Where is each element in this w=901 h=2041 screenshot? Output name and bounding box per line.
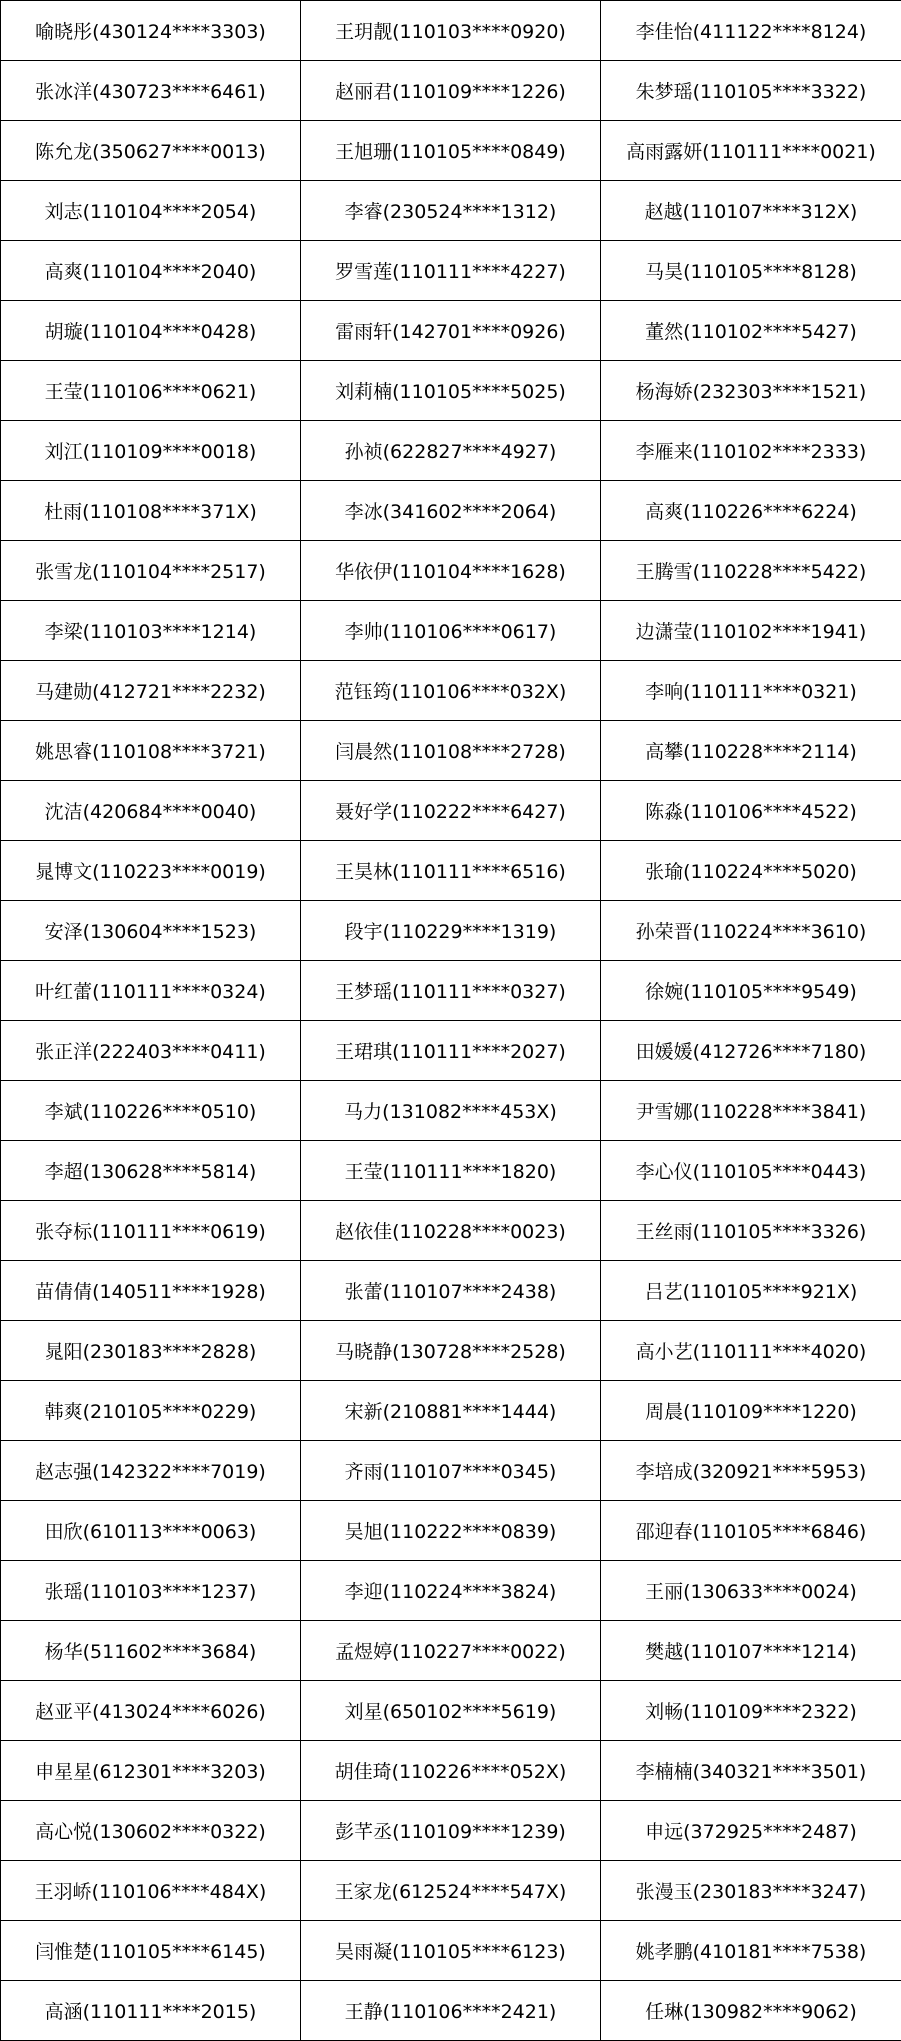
table-cell: 马力(131082****453X) — [301, 1081, 601, 1141]
table-cell: 邵迎春(110105****6846) — [601, 1501, 901, 1561]
table-cell: 边潇莹(110102****1941) — [601, 601, 901, 661]
table-cell: 段宇(110229****1319) — [301, 901, 601, 961]
table-cell: 田媛媛(412726****7180) — [601, 1021, 901, 1081]
table-cell: 张冰洋(430723****6461) — [1, 61, 301, 121]
table-cell: 申星星(612301****3203) — [1, 1741, 301, 1801]
table-row — [1, 601, 901, 661]
table-row — [1, 1681, 901, 1741]
table-cell: 姚思睿(110108****3721) — [1, 721, 301, 781]
table-row — [1, 661, 901, 721]
table-cell: 孙祯(622827****4927) — [301, 421, 601, 481]
table-row — [1, 721, 901, 781]
table-row — [1, 1201, 901, 1261]
table-cell: 晁博文(110223****0019) — [1, 841, 301, 901]
table-cell: 李超(130628****5814) — [1, 1141, 301, 1201]
table-row — [1, 781, 901, 841]
table-cell: 王静(110106****2421) — [301, 1981, 601, 2041]
table-cell: 王腾雪(110228****5422) — [601, 541, 901, 601]
table-cell: 范钰筠(110106****032X) — [301, 661, 601, 721]
table-cell: 王旭珊(110105****0849) — [301, 121, 601, 181]
table-cell: 吕艺(110105****921X) — [601, 1261, 901, 1321]
table-cell: 沈洁(420684****0040) — [1, 781, 301, 841]
table-cell: 李雁来(110102****2333) — [601, 421, 901, 481]
table-cell: 晁阳(230183****2828) — [1, 1321, 301, 1381]
table-cell: 王玥靓(110103****0920) — [301, 1, 601, 61]
table-cell: 刘星(650102****5619) — [301, 1681, 601, 1741]
table-cell: 李培成(320921****5953) — [601, 1441, 901, 1501]
table-cell: 李冰(341602****2064) — [301, 481, 601, 541]
table-row — [1, 61, 901, 121]
table-cell: 赵越(110107****312X) — [601, 181, 901, 241]
table-cell: 高雨露妍(110111****0021) — [601, 121, 901, 181]
table-cell: 李睿(230524****1312) — [301, 181, 601, 241]
table-cell: 田欣(610113****0063) — [1, 1501, 301, 1561]
table-cell: 高小艺(110111****4020) — [601, 1321, 901, 1381]
table-cell: 徐婉(110105****9549) — [601, 961, 901, 1021]
table-cell: 张正洋(222403****0411) — [1, 1021, 301, 1081]
table-cell: 赵依佳(110228****0023) — [301, 1201, 601, 1261]
table-row — [1, 1441, 901, 1501]
table-row — [1, 1, 901, 61]
table-cell: 马建勋(412721****2232) — [1, 661, 301, 721]
table-cell: 董然(110102****5427) — [601, 301, 901, 361]
table-cell: 张瑶(110103****1237) — [1, 1561, 301, 1621]
table-cell: 朱梦瑶(110105****3322) — [601, 61, 901, 121]
table-cell: 李楠楠(340321****3501) — [601, 1741, 901, 1801]
table-cell: 王珺琪(110111****2027) — [301, 1021, 601, 1081]
table-cell: 韩爽(210105****0229) — [1, 1381, 301, 1441]
table-cell: 姚孝鹏(410181****7538) — [601, 1921, 901, 1981]
table-row — [1, 181, 901, 241]
table-cell: 王丽(130633****0024) — [601, 1561, 901, 1621]
table-cell: 王梦瑶(110111****0327) — [301, 961, 601, 1021]
table-row — [1, 481, 901, 541]
table-cell: 宋新(210881****1444) — [301, 1381, 601, 1441]
table-cell: 任琳(130982****9062) — [601, 1981, 901, 2041]
table-cell: 李响(110111****0321) — [601, 661, 901, 721]
table-cell: 杨海娇(232303****1521) — [601, 361, 901, 421]
table-cell: 胡佳琦(110226****052X) — [301, 1741, 601, 1801]
table-cell: 樊越(110107****1214) — [601, 1621, 901, 1681]
table-cell: 吴旭(110222****0839) — [301, 1501, 601, 1561]
table-row — [1, 1141, 901, 1201]
table-cell: 申远(372925****2487) — [601, 1801, 901, 1861]
table-cell: 叶红蕾(110111****0324) — [1, 961, 301, 1021]
table-cell: 王莹(110111****1820) — [301, 1141, 601, 1201]
table-row — [1, 1561, 901, 1621]
table-row — [1, 901, 901, 961]
table-cell: 赵丽君(110109****1226) — [301, 61, 601, 121]
table-row — [1, 1081, 901, 1141]
table-cell: 李迎(110224****3824) — [301, 1561, 601, 1621]
table-cell: 聂好学(110222****6427) — [301, 781, 601, 841]
table-row — [1, 961, 901, 1021]
table-row — [1, 541, 901, 601]
table-cell: 高心悦(130602****0322) — [1, 1801, 301, 1861]
table-cell: 刘莉楠(110105****5025) — [301, 361, 601, 421]
table-cell: 李心仪(110105****0443) — [601, 1141, 901, 1201]
table-cell: 李梁(110103****1214) — [1, 601, 301, 661]
table-cell: 高爽(110104****2040) — [1, 241, 301, 301]
table-cell: 张夺标(110111****0619) — [1, 1201, 301, 1261]
table-cell: 王羽峤(110106****484X) — [1, 1861, 301, 1921]
table-row — [1, 1021, 901, 1081]
table-cell: 李帅(110106****0617) — [301, 601, 601, 661]
table-cell: 李佳怡(411122****8124) — [601, 1, 901, 61]
table-cell: 华依伊(110104****1628) — [301, 541, 601, 601]
table-row — [1, 241, 901, 301]
table-row — [1, 1621, 901, 1681]
table-cell: 高爽(110226****6224) — [601, 481, 901, 541]
table-cell: 彭芊丞(110109****1239) — [301, 1801, 601, 1861]
table-cell: 胡璇(110104****0428) — [1, 301, 301, 361]
table-row — [1, 1381, 901, 1441]
table-cell: 张雪龙(110104****2517) — [1, 541, 301, 601]
table-cell: 王莹(110106****0621) — [1, 361, 301, 421]
table-row — [1, 1981, 901, 2041]
table-cell: 吴雨凝(110105****6123) — [301, 1921, 601, 1981]
table-cell: 杜雨(110108****371X) — [1, 481, 301, 541]
table-row — [1, 1501, 901, 1561]
table-cell: 杨华(511602****3684) — [1, 1621, 301, 1681]
table-cell: 王昊林(110111****6516) — [301, 841, 601, 901]
table-row — [1, 1261, 901, 1321]
table-cell: 齐雨(110107****0345) — [301, 1441, 601, 1501]
table-row — [1, 841, 901, 901]
table-cell: 刘江(110109****0018) — [1, 421, 301, 481]
table-cell: 刘志(110104****2054) — [1, 181, 301, 241]
table-cell: 孟煜婷(110227****0022) — [301, 1621, 601, 1681]
table-row — [1, 301, 901, 361]
table-row — [1, 1741, 901, 1801]
table-row — [1, 421, 901, 481]
table-cell: 赵志强(142322****7019) — [1, 1441, 301, 1501]
table-row — [1, 361, 901, 421]
table-cell: 陈淼(110106****4522) — [601, 781, 901, 841]
table-cell: 马昊(110105****8128) — [601, 241, 901, 301]
table-cell: 马晓静(130728****2528) — [301, 1321, 601, 1381]
table-cell: 高攀(110228****2114) — [601, 721, 901, 781]
table-cell: 李斌(110226****0510) — [1, 1081, 301, 1141]
table-cell: 陈允龙(350627****0013) — [1, 121, 301, 181]
table-cell: 雷雨轩(142701****0926) — [301, 301, 601, 361]
table-cell: 闫晨然(110108****2728) — [301, 721, 601, 781]
table-cell: 张漫玉(230183****3247) — [601, 1861, 901, 1921]
table-row — [1, 121, 901, 181]
table-cell: 高涵(110111****2015) — [1, 1981, 301, 2041]
table-row — [1, 1921, 901, 1981]
table-cell: 喻晓彤(430124****3303) — [1, 1, 301, 61]
table-cell: 孙荣晋(110224****3610) — [601, 901, 901, 961]
table-cell: 张蕾(110107****2438) — [301, 1261, 601, 1321]
table-cell: 刘畅(110109****2322) — [601, 1681, 901, 1741]
table-cell: 苗倩倩(140511****1928) — [1, 1261, 301, 1321]
table-cell: 安泽(130604****1523) — [1, 901, 301, 961]
table-row — [1, 1861, 901, 1921]
table-cell: 周晨(110109****1220) — [601, 1381, 901, 1441]
table-cell: 张瑜(110224****5020) — [601, 841, 901, 901]
table-cell: 罗雪莲(110111****4227) — [301, 241, 601, 301]
roster-table-body — [1, 1, 901, 2041]
table-cell: 王丝雨(110105****3326) — [601, 1201, 901, 1261]
table-row — [1, 1321, 901, 1381]
table-row — [1, 1801, 901, 1861]
table-cell: 王家龙(612524****547X) — [301, 1861, 601, 1921]
table-cell: 闫惟楚(110105****6145) — [1, 1921, 301, 1981]
table-cell: 赵亚平(413024****6026) — [1, 1681, 301, 1741]
table-cell: 尹雪娜(110228****3841) — [601, 1081, 901, 1141]
